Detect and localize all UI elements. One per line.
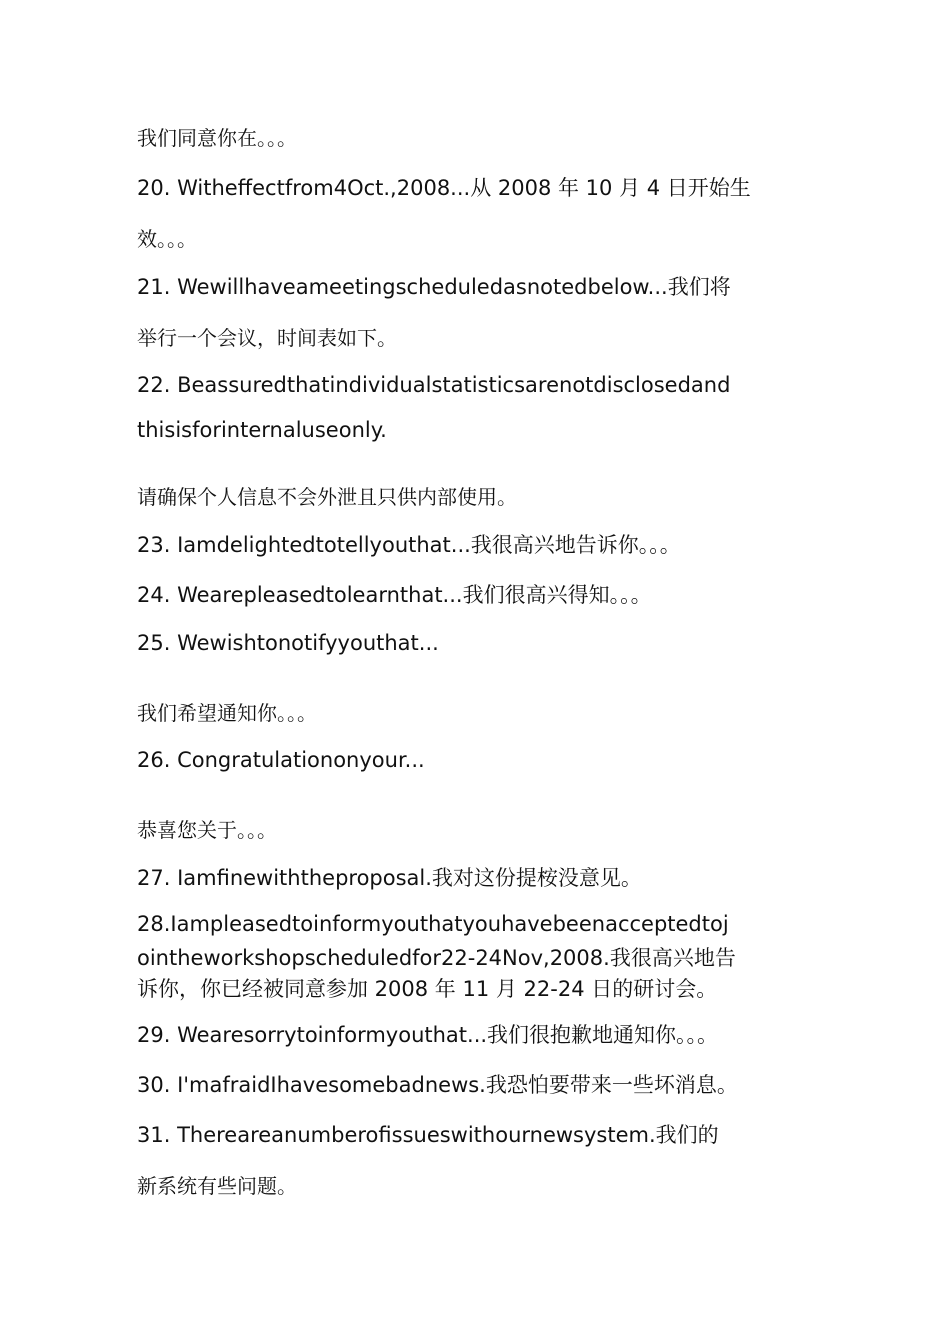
- text-line: 我们同意你在。。。: [137, 126, 297, 150]
- text-line: ointheworkshopscheduledfor22-24Nov,2008.我很高兴地告: [137, 946, 736, 970]
- text-line: 31. Thereareanumberofissueswithournewsystem.我们的: [137, 1123, 719, 1147]
- text-line: 29. Wearesorrytoinformyouthat...我们很抱歉地通知你。。。: [137, 1023, 719, 1047]
- text-line: 27. Iamfinewiththeproposal.我对这份提桉没意见。: [137, 866, 642, 890]
- text-line: 新系统有些问题。: [137, 1174, 297, 1198]
- text-line: 请确保个人信息不会外泄且只供内部使用。: [137, 485, 517, 509]
- text-line: 26. Congratulationonyour...: [137, 748, 425, 772]
- text-line: 我们希望通知你。。。: [137, 701, 317, 725]
- text-line: 恭喜您关于。。。: [137, 818, 277, 842]
- text-line: thisisforinternaluseonly.: [137, 418, 387, 442]
- text-line: 诉你，你已经被同意参加 2008 年 11 月 22-24 日的研讨会。: [137, 977, 718, 1001]
- text-line: 23. Iamdelightedtotellyouthat...我很高兴地告诉你。。。: [137, 533, 681, 557]
- text-line: 举行一个会议，时间表如下。: [137, 326, 397, 350]
- text-line: 效。。。: [137, 227, 197, 251]
- text-line: 30. I'mafraidIhavesomebadnews.我恐怕要带来一些坏消息。: [137, 1073, 738, 1097]
- text-line: 20. Witheffectfrom4Oct.,2008...从 2008 年 10 月 4 日开始生: [137, 176, 751, 200]
- text-line: 21. Wewillhaveameetingscheduledasnotedbelow...我们将: [137, 275, 731, 299]
- text-line: 28.Iampleasedtoinformyouthatyouhavebeenacceptedtoj: [137, 912, 729, 936]
- text-line: 25. Wewishtonotifyyouthat...: [137, 631, 439, 655]
- text-line: 24. Wearepleasedtolearnthat...我们很高兴得知。。。: [137, 583, 652, 607]
- text-line: 22. Beassuredthatindividualstatisticsarenotdisclosedand: [137, 373, 731, 397]
